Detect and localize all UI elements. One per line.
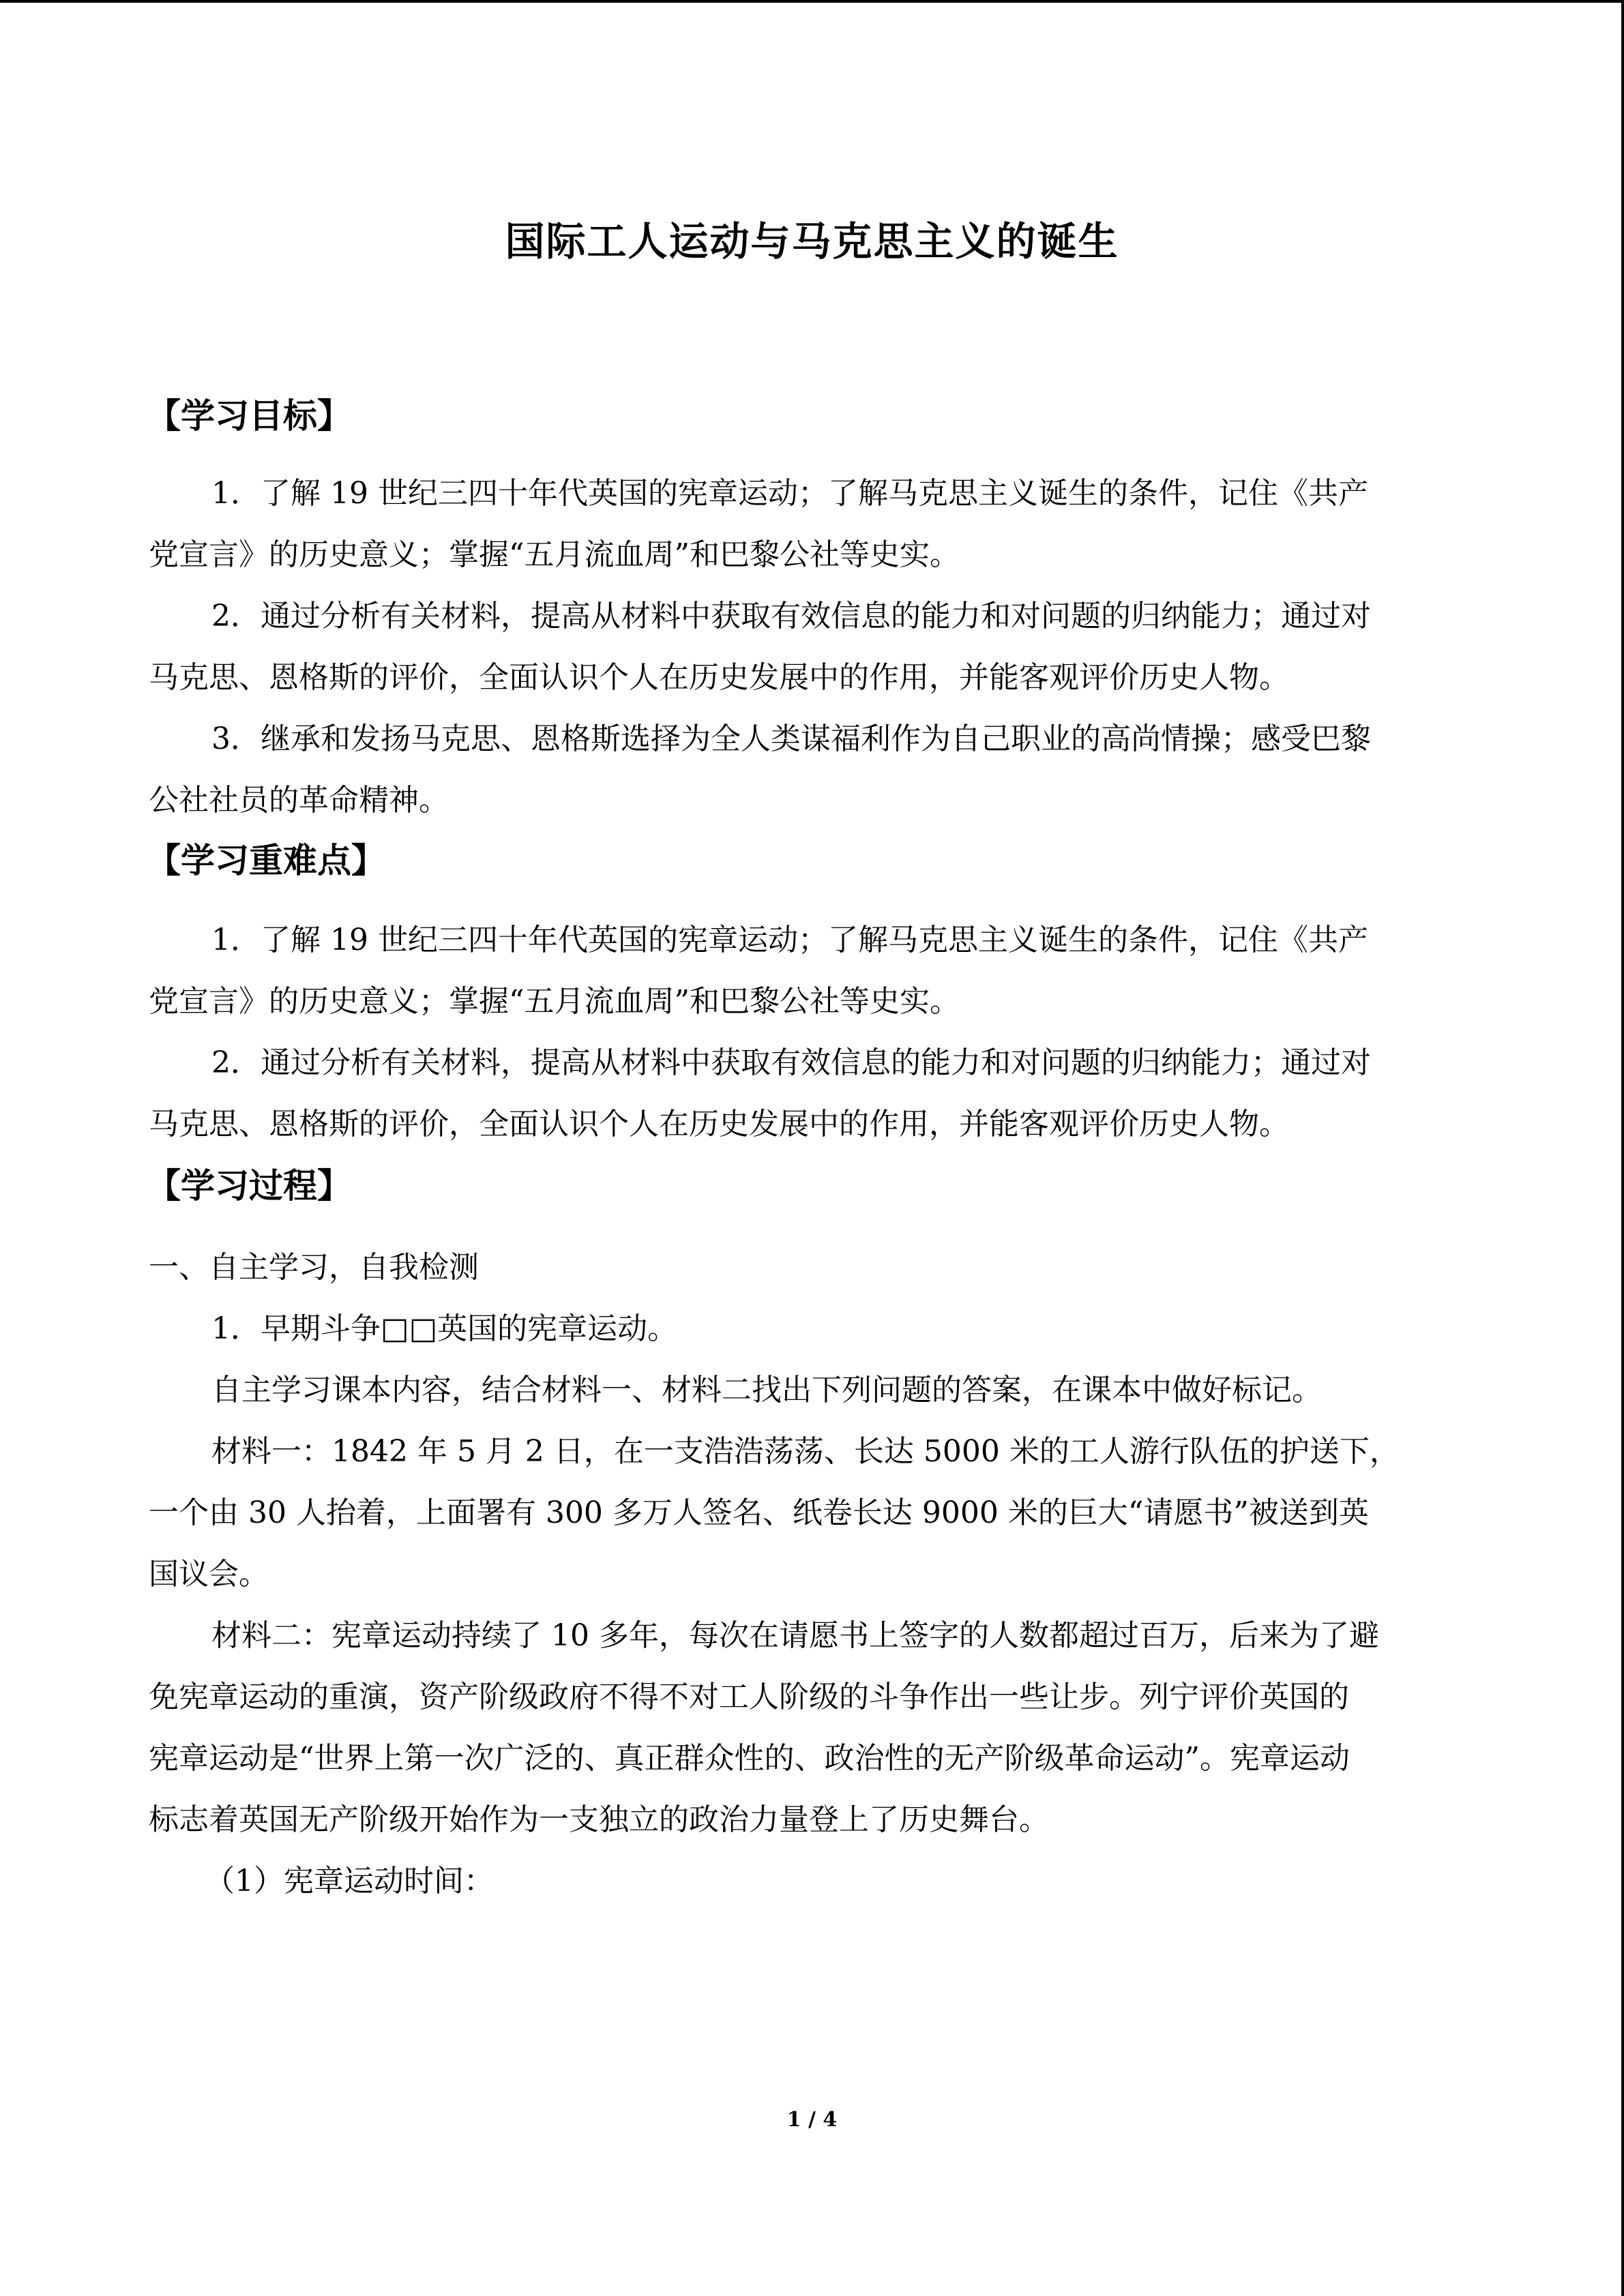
key-points-line-4: 马克思、恩格斯的评价，全面认识个人在历史发展中的作用，并能客观评价历史人物。 bbox=[149, 1107, 1289, 1142]
page-number: 1 / 4 bbox=[786, 2108, 838, 2132]
objectives-line-1: 1．了解 19 世纪三四十年代英国的宪章运动；了解马克思主义诞生的条件，记住《共产 bbox=[211, 476, 1368, 511]
objectives-line-6: 公社社员的革命精神。 bbox=[149, 783, 449, 818]
section-heading-key-points: 【学习重难点】 bbox=[147, 841, 385, 880]
objectives-line-3: 2．通过分析有关材料，提高从材料中获取有效信息的能力和对问题的归纳能力；通过对 bbox=[211, 599, 1371, 633]
process-line-2: 自主学习课本内容，结合材料一、材料二找出下列问题的答案，在课本中做好标记。 bbox=[211, 1373, 1322, 1407]
material-two-line-4: 标志着英国无产阶级开始作为一支独立的政治力量登上了历史舞台。 bbox=[149, 1802, 1049, 1837]
material-one-line-1: 材料一：1842 年 5 月 2 日，在一支浩浩荡荡、长达 5000 米的工人游行队伍的护送下， bbox=[211, 1434, 1400, 1469]
key-points-line-2: 党宣言》的历史意义；掌握“五月流血周”和巴黎公社等史实。 bbox=[149, 984, 960, 1019]
question-1: （1）宪章运动时间： bbox=[205, 1864, 494, 1898]
objectives-line-4: 马克思、恩格斯的评价，全面认识个人在历史发展中的作用，并能客观评价历史人物。 bbox=[149, 660, 1289, 695]
material-one-line-2: 一个由 30 人抬着，上面署有 300 多万人签名、纸卷长达 9000 米的巨大“请愿书”被送到英 bbox=[149, 1495, 1369, 1530]
section-heading-process: 【学习过程】 bbox=[147, 1166, 351, 1206]
key-points-line-3: 2．通过分析有关材料，提高从材料中获取有效信息的能力和对问题的归纳能力；通过对 bbox=[211, 1045, 1371, 1080]
material-two-line-1: 材料二：宪章运动持续了 10 多年，每次在请愿书上签字的人数都超过百万，后来为了避 bbox=[211, 1618, 1379, 1653]
objectives-line-5: 3．继承和发扬马克思、恩格斯选择为全人类谋福利作为自己职业的高尚情操；感受巴黎 bbox=[211, 721, 1371, 756]
key-points-line-1: 1．了解 19 世纪三四十年代英国的宪章运动；了解马克思主义诞生的条件，记住《共产 bbox=[211, 923, 1368, 957]
material-one-line-3: 国议会。 bbox=[149, 1557, 269, 1592]
material-two-line-2: 免宪章运动的重演，资产阶级政府不得不对工人阶级的斗争作出一些让步。列宁评价英国的 bbox=[149, 1680, 1349, 1714]
material-two-line-3: 宪章运动是“世界上第一次广泛的、真正群众性的、政治性的无产阶级革命运动”。宪章运动 bbox=[149, 1741, 1350, 1776]
process-subheading: 一、自主学习，自我检测 bbox=[149, 1250, 479, 1285]
section-heading-objectives: 【学习目标】 bbox=[147, 396, 351, 436]
objectives-line-2: 党宣言》的历史意义；掌握“五月流血周”和巴黎公社等史实。 bbox=[149, 537, 960, 572]
document-title: 国际工人运动与马克思主义的诞生 bbox=[505, 218, 1119, 265]
process-line-1: 1．早期斗争□□英国的宪章运动。 bbox=[211, 1311, 678, 1346]
